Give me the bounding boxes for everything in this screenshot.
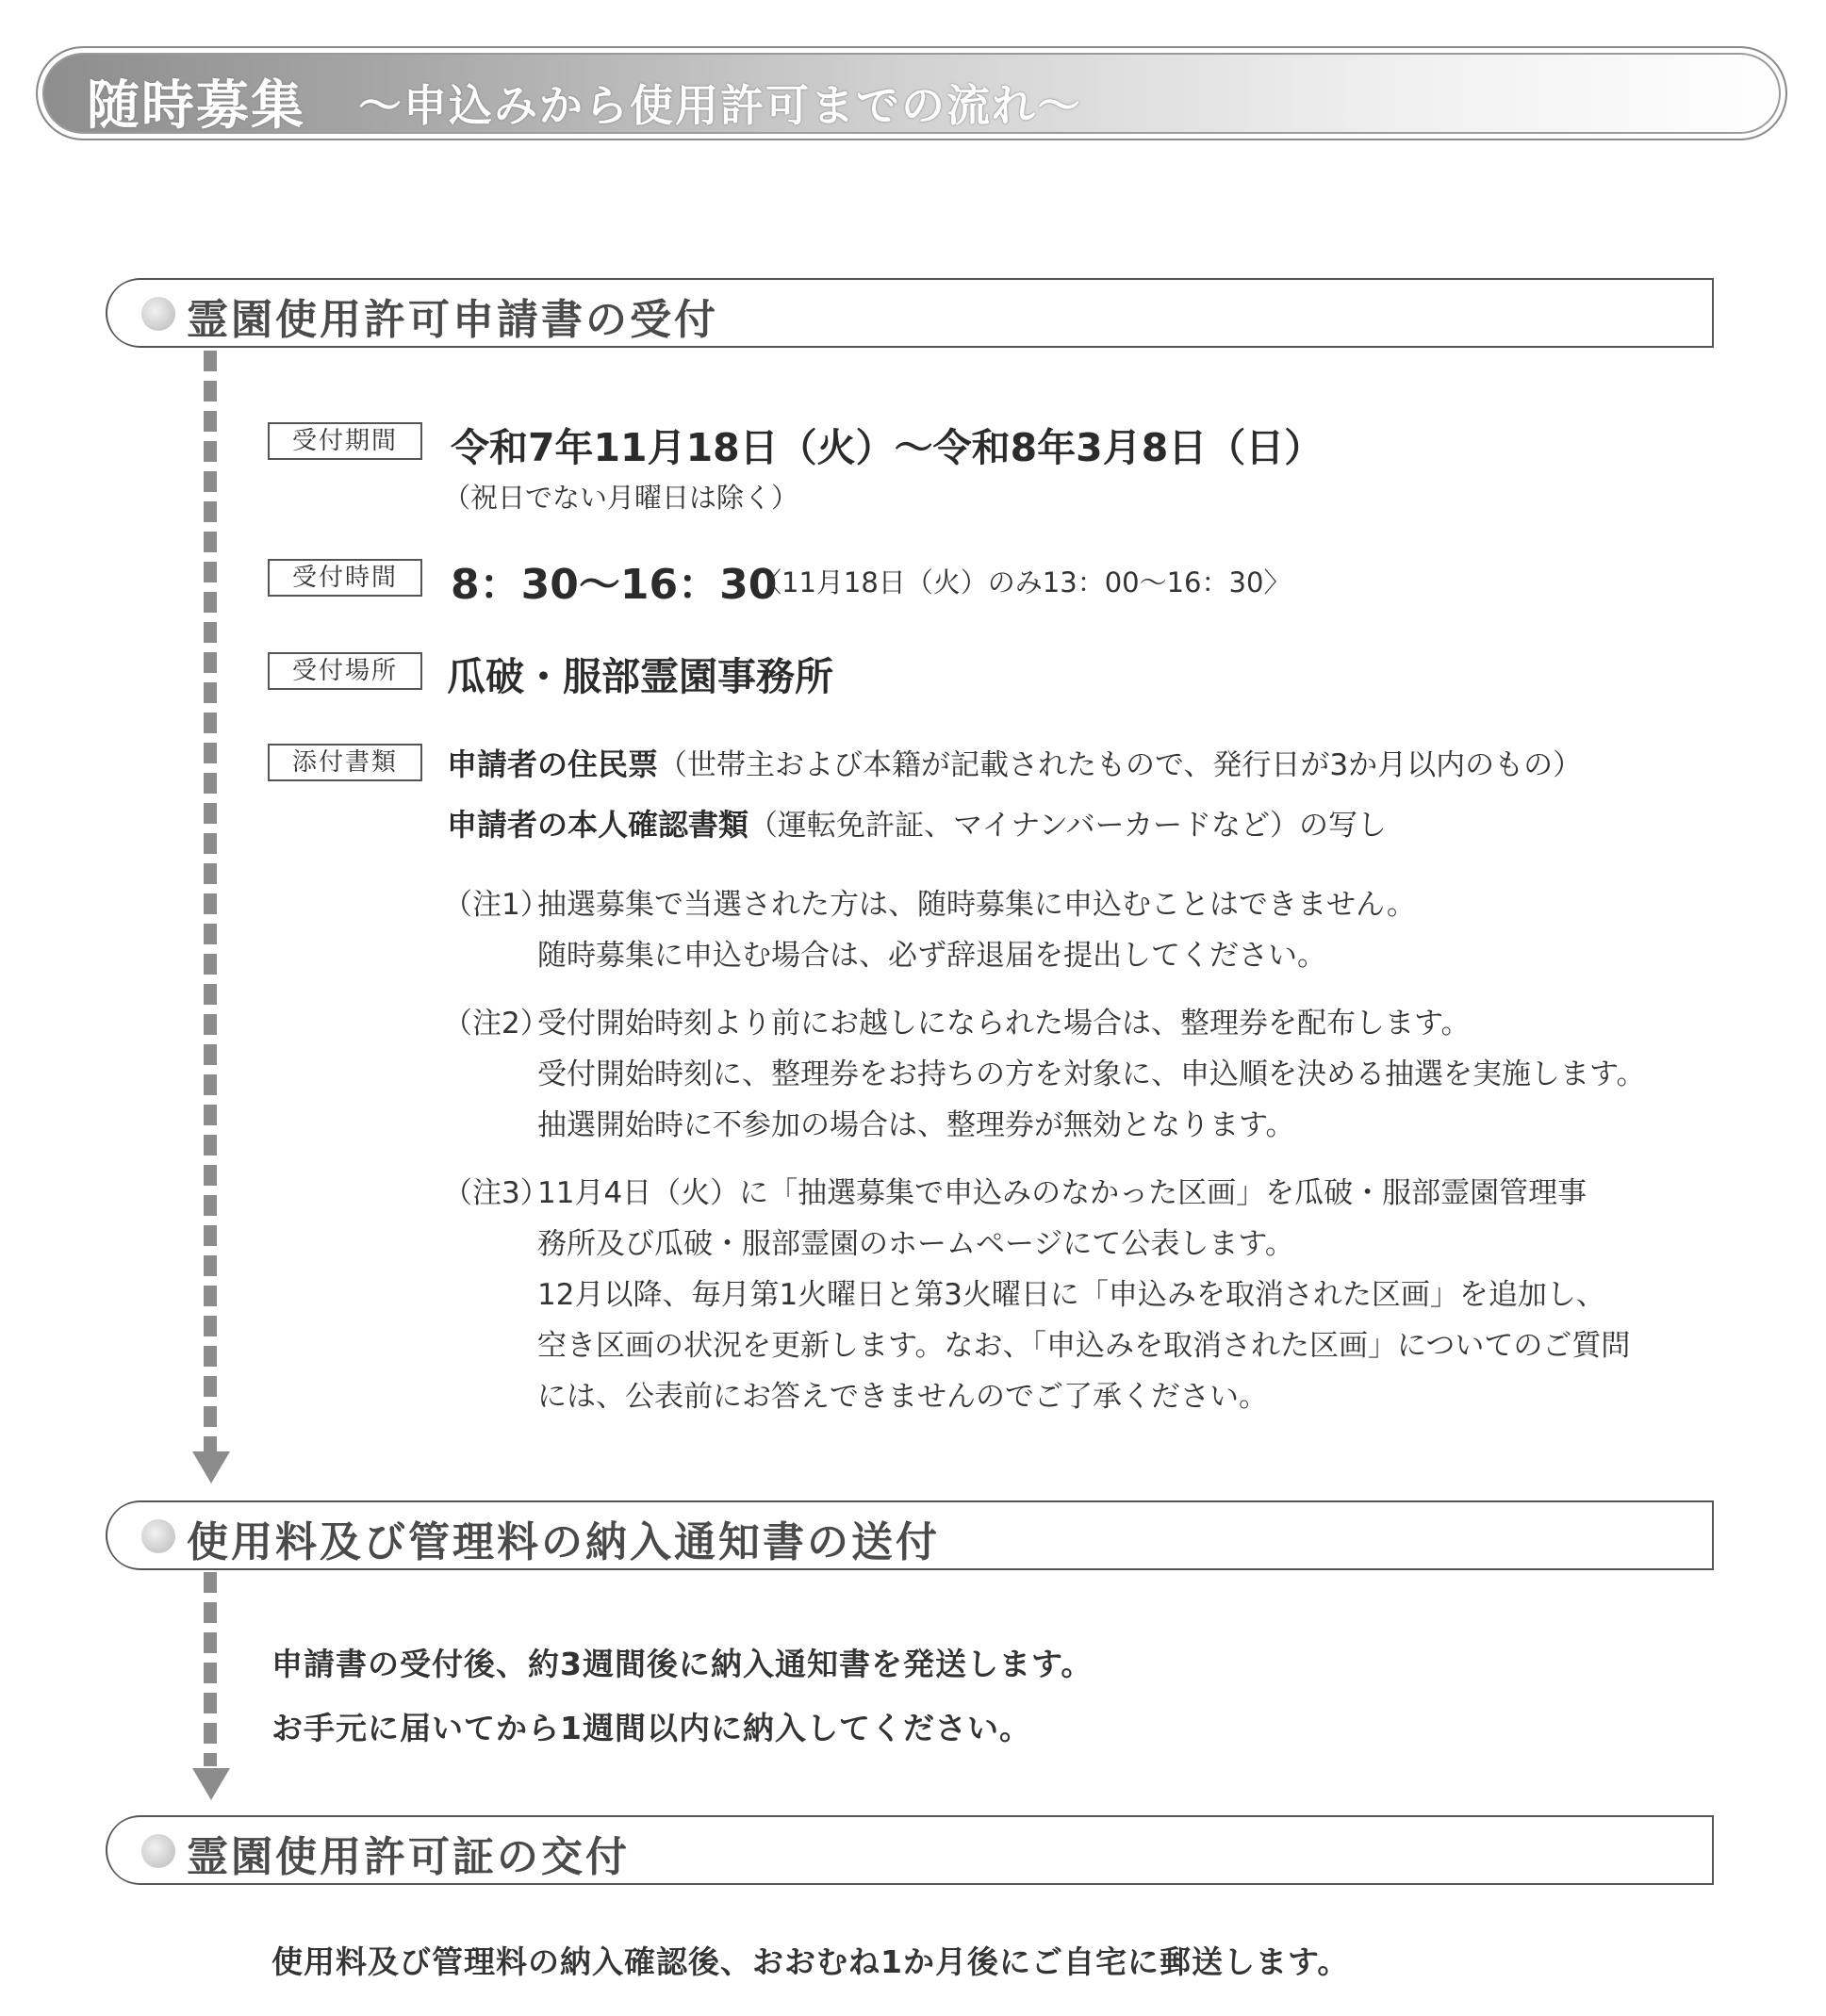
doc-item-detail: （運転免許証、マイナンバーカードなど）の写し: [748, 809, 1388, 843]
period-value: 令和7年11月18日（火）～令和8年3月8日（日）: [451, 425, 1324, 470]
notice-line: お手元に届いてから1週間以内に納入してください。: [271, 1710, 1031, 1746]
doc-item-title: 申請者の本人確認書類: [447, 807, 749, 843]
note-marker: （注1）: [443, 888, 550, 922]
down-arrow-icon: [192, 1768, 230, 1800]
note-marker: （注3）: [443, 1176, 550, 1210]
note-line: 受付開始時刻より前にお越しになられた場合は、整理券を配布します。: [537, 1007, 1471, 1041]
flow-connector: [204, 1572, 217, 1766]
doc-item-detail: （世帯主および本籍が記載されたもので、発行日が3か月以内のもの）: [658, 748, 1583, 782]
step-title: 霊園使用許可申請書の受付: [187, 296, 718, 344]
time-value: 8：30～16：30: [451, 561, 778, 609]
down-arrow-icon: [192, 1451, 230, 1483]
note-line: 受付開始時刻に、整理券をお持ちの方を対象に、申込順を決める抽選を実施します。: [537, 1057, 1646, 1091]
docs-label: 添付書類: [268, 744, 422, 781]
page-subtitle: ～申込みから使用許可までの流れ～: [358, 80, 1082, 131]
time-label: 受付時間: [268, 559, 422, 597]
note-line: には、公表前にお答えできませんのでご了承ください。: [537, 1380, 1268, 1414]
step-title: 使用料及び管理料の納入通知書の送付: [187, 1518, 940, 1566]
place-value: 瓜破・服部霊園事務所: [447, 654, 833, 699]
note-line: 抽選募集で当選された方は、随時募集に申込むことはできません。: [537, 888, 1416, 922]
page-title: 随時募集: [87, 75, 305, 137]
doc-item: [447, 801, 1387, 844]
notice-line: 申請書の受付後、約3週間後に納入通知書を発送します。: [271, 1646, 1094, 1682]
note-line: 抽選開始時に不参加の場合は、整理券が無効となります。: [537, 1108, 1295, 1142]
note-line: 空き区画の状況を更新します。なお、「申込みを取消された区画」についてのご質問: [537, 1329, 1631, 1363]
step-header-payment-notice: [106, 1500, 1714, 1570]
note-line: 11月4日（火）に「抽選募集で申込みのなかった区画」を瓜破・服部霊園管理事: [537, 1176, 1587, 1210]
bullet-icon: [141, 1834, 175, 1868]
doc-item-title: 申請者の住民票: [447, 746, 659, 782]
step-header-application: [106, 278, 1714, 348]
bullet-icon: [141, 1519, 175, 1553]
bullet-icon: [141, 297, 175, 331]
period-label: 受付期間: [268, 422, 422, 460]
note-marker: （注2）: [443, 1007, 550, 1041]
permit-text: 使用料及び管理料の納入確認後、おおむね1か月後にご自宅に郵送します。: [271, 1943, 1350, 1980]
place-label: 受付場所: [268, 652, 422, 690]
doc-item: [447, 741, 1582, 784]
time-note: 〈11月18日（火）のみ13：00～16：30〉: [754, 566, 1291, 598]
flow-connector: [204, 351, 217, 1451]
period-note: （祝日でない月曜日は除く）: [443, 482, 799, 514]
note-line: 随時募集に申込む場合は、必ず辞退届を提出してください。: [537, 939, 1326, 973]
step-header-permit: [106, 1815, 1714, 1885]
step-title: 霊園使用許可証の交付: [187, 1833, 630, 1881]
note-line: 12月以降、毎月第1火曜日と第3火曜日に「申込みを取消された区画」を追加し、: [537, 1278, 1605, 1312]
note-line: 務所及び瓜破・服部霊園のホームページにて公表します。: [537, 1227, 1294, 1261]
